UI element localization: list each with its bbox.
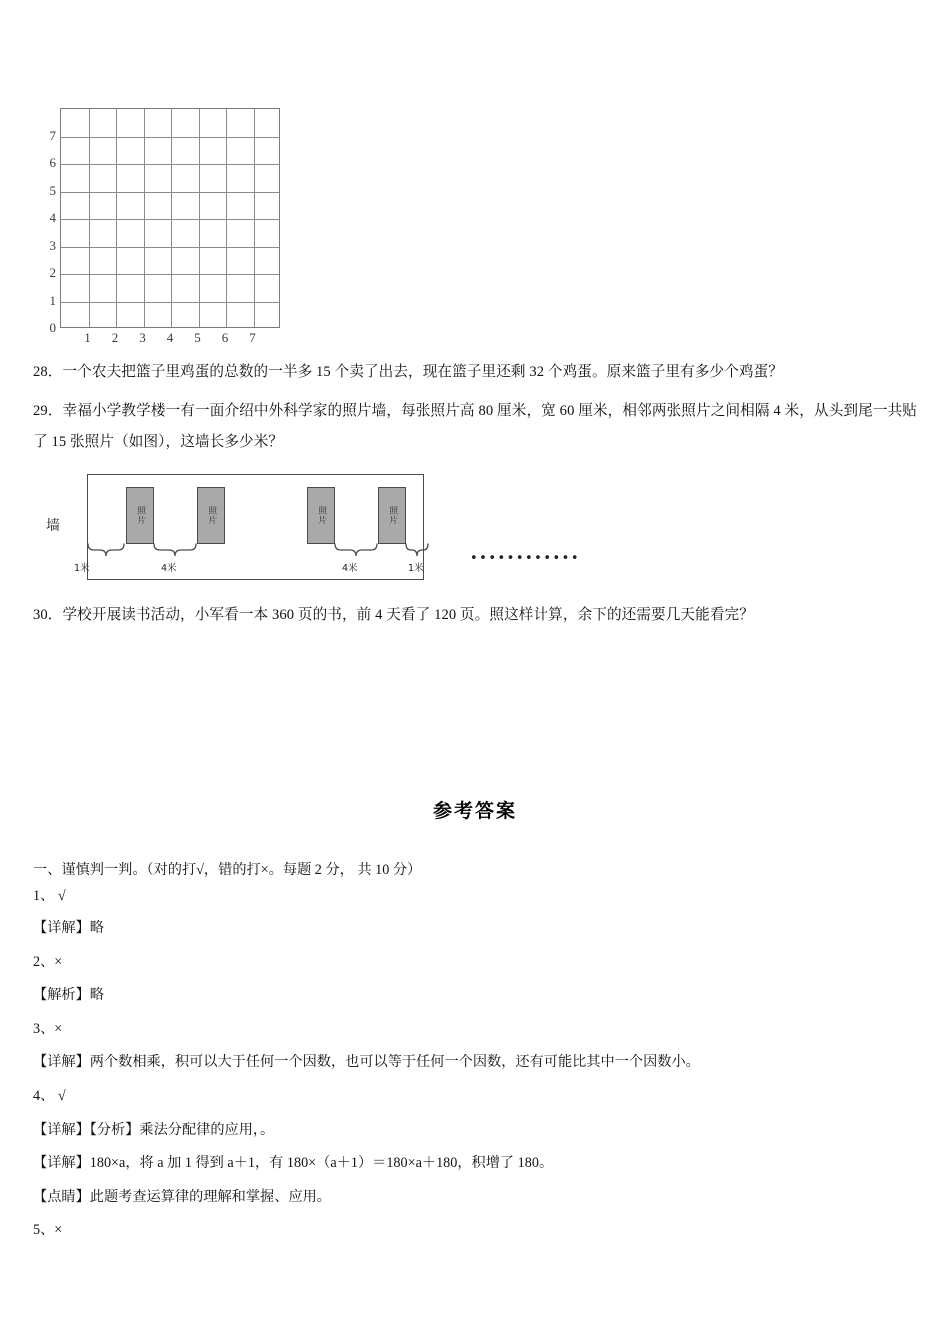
dimension-label-gap-right: 4米 [342,563,358,574]
answer-item: 【详解】略 [33,920,104,936]
grid-x-tick-label: 6 [221,330,229,345]
grid-horizontal-line [61,192,279,193]
answer-item: 2、× [33,954,63,970]
grid-y-tick-label: 3 [49,237,56,253]
grid-y-tick-label: 6 [49,155,56,170]
grid-vertical-line [199,109,200,327]
answer-item: 3、× [33,1021,63,1037]
answer-item: 【点睛】此题考查运算律的理解和掌握、应用。 [33,1189,331,1205]
grid-x-tick-label: 7 [249,330,256,345]
photo-wall-figure [30,465,590,590]
grid-y-tick-label: 4 [49,210,56,225]
grid-horizontal-line [61,302,279,303]
grid-y-tick-label: 2 [49,265,56,280]
coordinate-grid-figure [40,95,300,345]
grid-x-tick-label: 5 [194,330,201,345]
grid-horizontal-line [61,164,279,165]
dimension-label-gap-left: 4米 [161,563,177,574]
grid-horizontal-line [61,137,279,138]
question-29: 29．幸福小学教学楼一有一面介绍中外科学家的照片墙，每张照片高 80 厘米，宽 60 厘米，相邻两张照片之间相隔 4 米，从头到尾一共贴了 15 张照片（如图），这墙长多少米？ [33,403,917,450]
grid-y-tick-label: 0 [49,320,56,335]
wall-label: 墙 [46,519,60,534]
answer-key-title: 参考答案 [432,801,517,822]
answer-item: 5、× [33,1222,63,1238]
continuation-ellipsis: •••••••••••• [470,551,581,566]
answer-item: 1、 √ [33,888,66,904]
photo-box-label: 照片 [206,506,217,525]
photo-box-label: 照片 [135,506,146,525]
grid-vertical-line [89,109,90,327]
answer-section-heading: 一、谨慎判一判。（对的打√，错的打×。每题 2 分， 共 10 分） [33,862,422,878]
grid-vertical-line [144,109,145,327]
grid-y-tick-label: 1 [49,292,56,308]
answer-item: 【详解】180×a，将 a 加 1 得到 a＋1，有 180×（a＋1）＝180×a＋180，积增了 180。 [33,1155,554,1171]
answer-item: 【解析】略 [33,987,104,1003]
grid-plot-area [60,108,280,328]
answer-item: 4、 √ [33,1088,66,1104]
dimension-label-right-edge: 1米 [408,563,424,574]
grid-x-tick-label: 2 [111,330,119,345]
grid-vertical-line [116,109,117,327]
grid-x-tick-label: 1 [84,330,91,345]
grid-vertical-line [171,109,172,327]
grid-x-tick-label: 4 [166,330,174,345]
photo-box-label: 照片 [387,506,398,525]
dimension-label-left-edge: 1米 [74,563,90,574]
grid-x-tick-label: 3 [139,330,146,345]
grid-vertical-line [226,109,227,327]
grid-y-tick-label: 5 [49,182,56,198]
grid-vertical-line [254,109,255,327]
answer-item: 【详解】两个数相乘，积可以大于任何一个因数，也可以等于任何一个因数，还有可能比其中一个因数小。 [33,1054,700,1070]
question-30: 30．学校开展读书活动，小军看一本 360 页的书，前 4 天看了 120 页。照这样计算，余下的还需要几天能看完？ [33,607,754,623]
question-28: 28．一个农夫把篮子里鸡蛋的总数的一半多 15 个卖了出去，现在篮子里还剩 32 个鸡蛋。原来篮子里有多少个鸡蛋？ [33,364,783,380]
grid-horizontal-line [61,274,279,275]
dimension-braces [30,465,590,590]
grid-horizontal-line [61,247,279,248]
photo-box-label: 照片 [316,506,327,525]
answer-item: 【详解】【分析】乘法分配律的应用，。 [33,1122,275,1138]
grid-horizontal-line [61,219,279,220]
grid-y-tick-label: 7 [49,127,56,143]
